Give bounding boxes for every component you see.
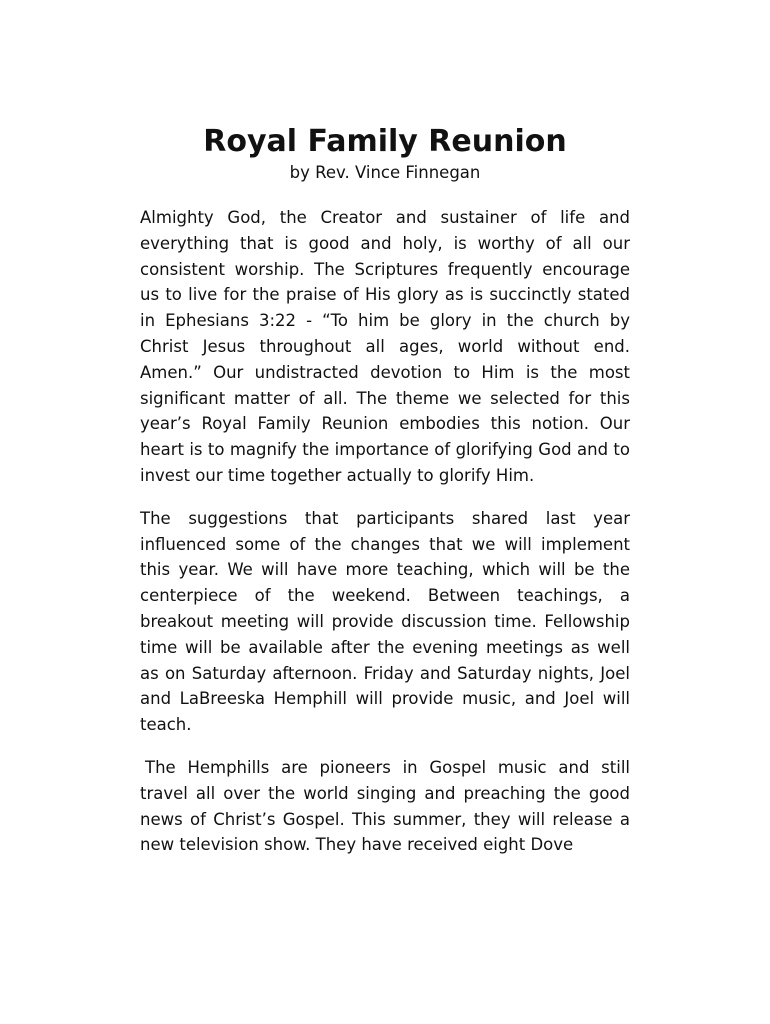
- paragraph-2: The suggestions that participants shared last year influenced some of the changes that we will implement this year. We will have more teaching, which will be the centerpiece of the weekend. Between teachings, a breakout meeting will provide discussion time. Fellowship time will be available after the evening meetings as well as on Saturday afternoon. Friday and Saturday nights, Joel and LaBreeska Hemphill will provide music, and Joel will teach.: [140, 508, 630, 735]
- article-title: Royal Family Reunion: [203, 124, 567, 159]
- article-byline: by Rev. Vince Finnegan: [289, 163, 481, 182]
- article-body: [140, 205, 630, 875]
- paragraph-1: Almighty God, the Creator and sustainer of life and everything that is good and holy, is worthy of all our consistent worship. The Scriptures frequently encourage us to live for the praise of His glory as is succinctly stated in Ephesians 3:22 - “To him be glory in the church by Christ Jesus throughout all ages, world without end. Amen.” Our undistracted devotion to Him is the most significant matter of all. The theme we selected for this year’s Royal Family Reunion embodies this notion. Our heart is to magnify the importance of glorifying God and to invest our time together actually to glorify Him.: [140, 208, 630, 485]
- paragraph-3: The Hemphills are pioneers in Gospel music and still travel all over the world singing and preaching the good news of Christ’s Gospel. This summer, they will release a new television show. They have received eight Dove: [140, 757, 630, 855]
